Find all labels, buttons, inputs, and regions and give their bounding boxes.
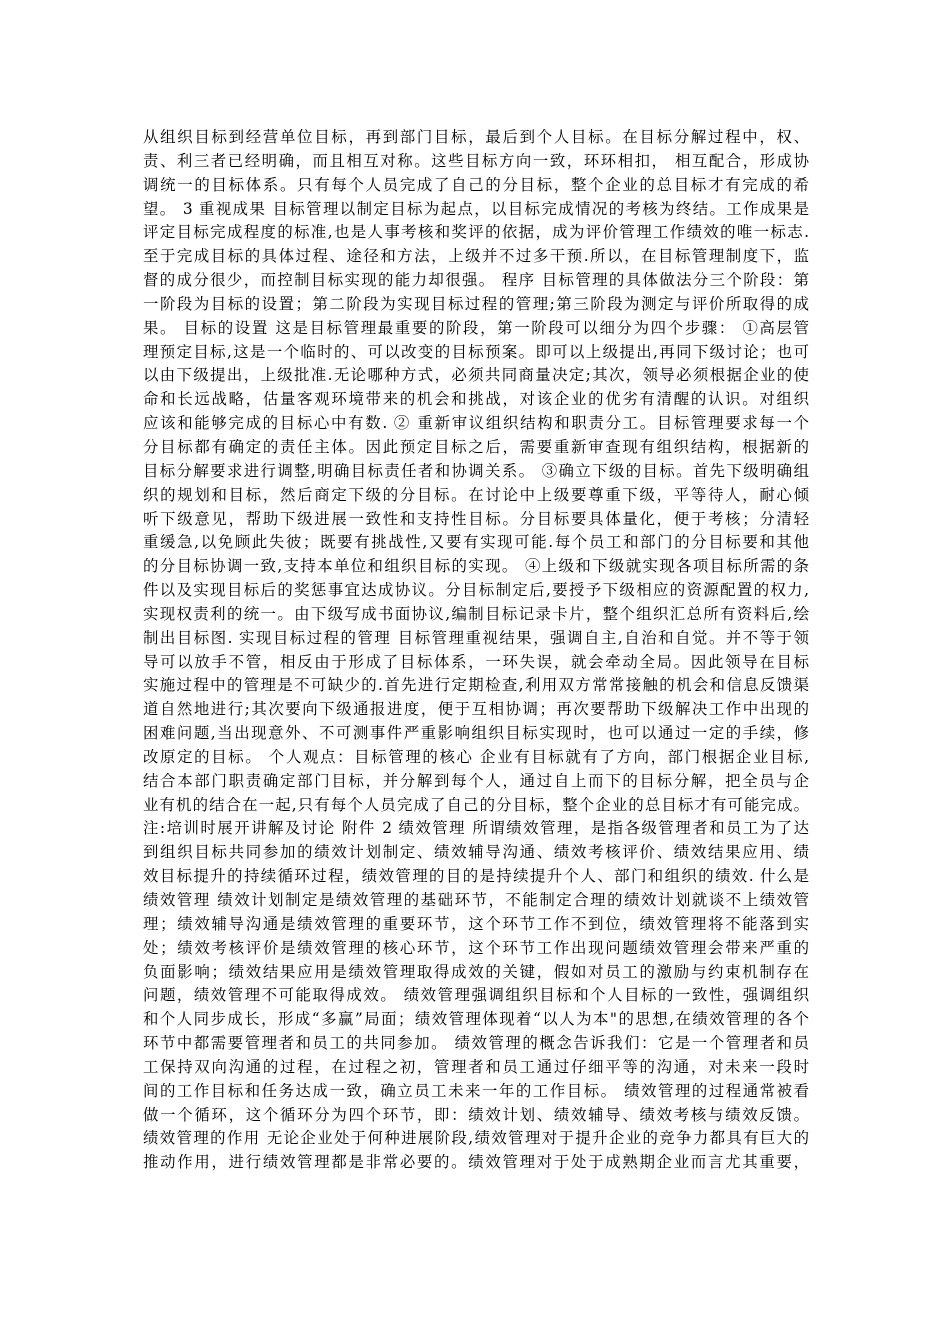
text-line: 以由下级提出，上级批准.无论哪种方式，必须共同商量决定;其次，领导必须根据企业的使 <box>143 366 809 385</box>
text-line: 重缓急,以免顾此失彼；既要有挑战性,又要有实现可能.每个员工和部门的分目标要和其他 <box>143 533 809 552</box>
document-body-text <box>143 126 809 1175</box>
text-line: 间的工作目标和任务达成一致，确立员工未来一年的工作目标。 绩效管理的过程通常被看 <box>143 1081 809 1100</box>
text-line: 理预定目标,这是一个临时的、可以改变的目标预案。即可以上级提出,再同下级讨论；也可 <box>143 342 809 361</box>
text-line: 责、利三者已经明确，而且相互对称。这些目标方向一致，环环相扣， 相互配合，形成协 <box>143 151 809 170</box>
text-line: 命和长远战略，估量客观环境带来的机会和挑战，对该企业的优劣有清醒的认识。对组织 <box>143 390 809 409</box>
text-line: 应该和能够完成的目标心中有数. ② 重新审议组织结构和职责分工。目标管理要求每一个 <box>143 414 809 433</box>
text-line: 件以及实现目标后的奖惩事宜达成协议。分目标制定后,要授予下级相应的资源配置的权力, <box>143 581 809 600</box>
text-line: 目标分解要求进行调整,明确目标责任者和协调关系。 ③确立下级的目标。首先下级明确组 <box>143 461 809 480</box>
text-line: 效目标提升的持续循环过程，绩效管理的目的是持续提升个人、部门和组织的绩效. 什么是 <box>143 867 809 886</box>
text-line: 评定目标完成程度的标准,也是人事考核和奖评的依据，成为评价管理工作绩效的唯一标志. <box>143 223 809 242</box>
text-line: 注:培训时展开讲解及讨论 附件 2 绩效管理 所谓绩效管理，是指各级管理者和员工为了达 <box>143 819 809 838</box>
text-line: 处；绩效考核评价是绩效管理的核心环节，这个环节工作出现问题绩效管理会带来严重的 <box>143 938 809 957</box>
text-line: 绩效管理 绩效计划制定是绩效管理的基础环节，不能制定合理的绩效计划就谈不上绩效管 <box>143 891 809 909</box>
text-line: 理；绩效辅导沟通是绩效管理的重要环节，这个环节工作不到位，绩效管理将不能落到实 <box>143 914 809 933</box>
text-line: 绩效管理的作用 无论企业处于何种进展阶段,绩效管理对于提升企业的竞争力都具有巨大的 <box>143 1129 809 1148</box>
text-line: 望。 3 重视成果 目标管理以制定目标为起点，以目标完成情况的考核为终结。工作成果是 <box>143 199 809 218</box>
text-line: 到组织目标共同参加的绩效计划制定、绩效辅导沟通、绩效考核评价、绩效结果应用、绩 <box>143 843 809 862</box>
text-line: 环节中都需要管理者和员工的共同参加。 绩效管理的概念告诉我们：它是一个管理者和员 <box>143 1034 809 1053</box>
text-line: 推动作用，进行绩效管理都是非常必要的。绩效管理对于处于成熟期企业而言尤其重要， <box>143 1153 809 1172</box>
text-line: 的分目标协调一致,支持本单位和组织目标的实现。 ④上级和下级就实现各项目标所需的条 <box>143 557 809 576</box>
text-line: 负面影响；绩效结果应用是绩效管理取得成效的关键，假如对员工的激励与约束机制存在 <box>143 962 809 981</box>
text-line: 做一个循环，这个循环分为四个环节，即：绩效计划、绩效辅导、绩效考核与绩效反馈。 <box>143 1105 809 1124</box>
text-line: 问题，绩效管理不可能取得成效。 绩效管理强调组织目标和个人目标的一致性，强调组织 <box>143 986 809 1005</box>
text-line: 结合本部门职责确定部门目标，并分解到每个人，通过自上而下的目标分解，把全员与企 <box>143 771 809 790</box>
text-line: 果。 目标的设置 这是目标管理最重要的阶段，第一阶段可以细分为四个步骤： ①高层管 <box>143 318 809 337</box>
text-line: 督的成分很少，而控制目标实现的能力却很强。 程序 目标管理的具体做法分三个阶段：第 <box>143 271 809 290</box>
text-line: 工保持双向沟通的过程，在过程之初，管理者和员工通过仔细平等的沟通，对未来一段时 <box>143 1057 809 1076</box>
text-line: 道自然地进行;其次要向下级通报进度，便于互相协调；再次要帮助下级解决工作中出现的 <box>143 700 809 719</box>
text-line: 从组织目标到经营单位目标，再到部门目标，最后到个人目标。在目标分解过程中，权、 <box>143 128 809 146</box>
text-line: 实现权责利的统一。由下级写成书面协议,编制目标记录卡片，整个组织汇总所有资料后,绘 <box>143 604 809 623</box>
text-line: 制出目标图. 实现目标过程的管理 目标管理重视结果，强调自主,自治和自觉。并不等于领 <box>143 628 809 647</box>
text-line: 一阶段为目标的设置；第二阶段为实现目标过程的管理;第三阶段为测定与评价所取得的成 <box>143 294 809 313</box>
text-line: 导可以放手不管，相反由于形成了目标体系，一环失误，就会牵动全局。因此领导在目标 <box>143 652 809 671</box>
text-line: 织的规划和目标，然后商定下级的分目标。在讨论中上级要尊重下级，平等待人，耐心倾 <box>143 485 809 504</box>
text-line: 分目标都有确定的责任主体。因此预定目标之后，需要重新审查现有组织结构，根据新的 <box>143 437 809 456</box>
text-line: 实施过程中的管理是不可缺少的.首先进行定期检查,利用双方常常接触的机会和信息反馈渠 <box>143 676 809 695</box>
text-line: 困难问题,当出现意外、不可测事件严重影响组织目标实现时，也可以通过一定的手续，修 <box>143 724 809 743</box>
text-line: 至于完成目标的具体过程、途径和方法，上级并不过多干预.所以，在目标管理制度下，监 <box>143 247 809 266</box>
text-line: 改原定的目标。 个人观点：目标管理的核心 企业有目标就有了方向，部门根据企业目标, <box>143 747 809 766</box>
text-line: 调统一的目标体系。只有每个人员完成了自己的分目标，整个企业的总目标才有完成的希 <box>143 175 809 194</box>
text-line: 和个人同步成长，形成“多赢”局面；绩效管理体现着“以人为本"的思想,在绩效管理的各个 <box>143 1010 809 1029</box>
text-line: 听下级意见，帮助下级进展一致性和支持性目标。分目标要具体量化，便于考核；分清轻 <box>143 509 809 528</box>
text-line: 业有机的结合在一起,只有每个人员完成了自己的分目标，整个企业的总目标才有可能完成。 <box>143 795 809 814</box>
